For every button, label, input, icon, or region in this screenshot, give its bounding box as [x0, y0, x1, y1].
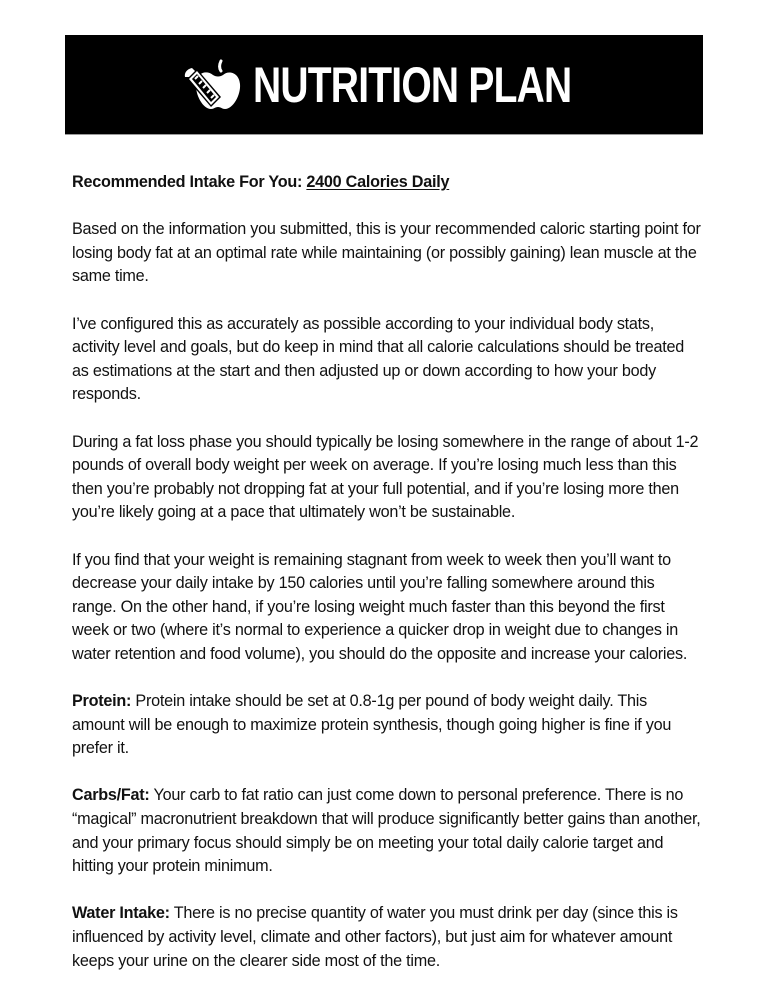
- document-body: [72, 171, 702, 997]
- recommended-intake-value: 2400 Calories Daily: [306, 173, 450, 191]
- water-intake-label: Water Intake:: [72, 904, 170, 923]
- protein-label: Protein:: [72, 692, 132, 711]
- title-banner: [65, 35, 703, 134]
- paragraph-configuration: I’ve configured this as accurately as possible according to your individual body stats, activity level and goals, but do keep in mind that all calorie calculations should be treated as estimations at the start and then adjusted up or down according to how your body responds.: [72, 314, 685, 404]
- protein-section: [72, 690, 702, 761]
- carbs-fat-text: Your carb to fat ratio can just come down to personal preference. There is no “magical” macronutrient breakdown that will produce significantly better gains than another, and your primary focus should simply be on meeting your total daily calorie target and hitting your protein minimum.: [72, 786, 701, 876]
- protein-text: Protein intake should be set at 0.8-1g per pound of body weight daily. This amount will be enough to maximize protein synthesis, though going higher is fine if you prefer it.: [72, 692, 672, 758]
- apple-measuring-tape-icon: [183, 57, 243, 113]
- recommended-intake-heading: [72, 171, 702, 195]
- water-intake-section: [72, 902, 702, 973]
- carbs-fat-label: Carbs/Fat:: [72, 786, 150, 805]
- carbs-fat-section: [72, 784, 702, 878]
- recommended-intake-label: Recommended Intake For You:: [72, 173, 303, 191]
- page-title: NUTRITION PLAN: [252, 56, 572, 113]
- banner-content: [183, 57, 591, 113]
- water-intake-text: There is no precise quantity of water you must drink per day (since this is influenced by activity level, climate and other factors), but just aim for whatever amount keeps your urine on the clearer side most of the time.: [72, 904, 678, 970]
- paragraph-fat-loss-rate: During a fat loss phase you should typically be losing somewhere in the range of about 1-2 pounds of overall body weight per week on average. If you’re losing much less than this then you’re probably not dropping fat at your full potential, and if you’re losing more then you’re likely going at a pace that ultimately won’t be sustainable.: [72, 432, 699, 522]
- paragraph-intro: Based on the information you submitted, this is your recommended caloric starting point for losing body fat at an optimal rate while maintaining (or possibly gaining) lean muscle at the same time.: [72, 220, 701, 286]
- paragraph-adjustment: If you find that your weight is remaining stagnant from week to week then you’ll want to decrease your daily intake by 150 calories until you’re falling somewhere around this range. On the other hand, if you’re losing weight much faster than this beyond the first week or two (where it’s normal to experience a quicker drop in weight due to changes in water retention and food volume), you should do the opposite and increase your calories.: [72, 550, 688, 663]
